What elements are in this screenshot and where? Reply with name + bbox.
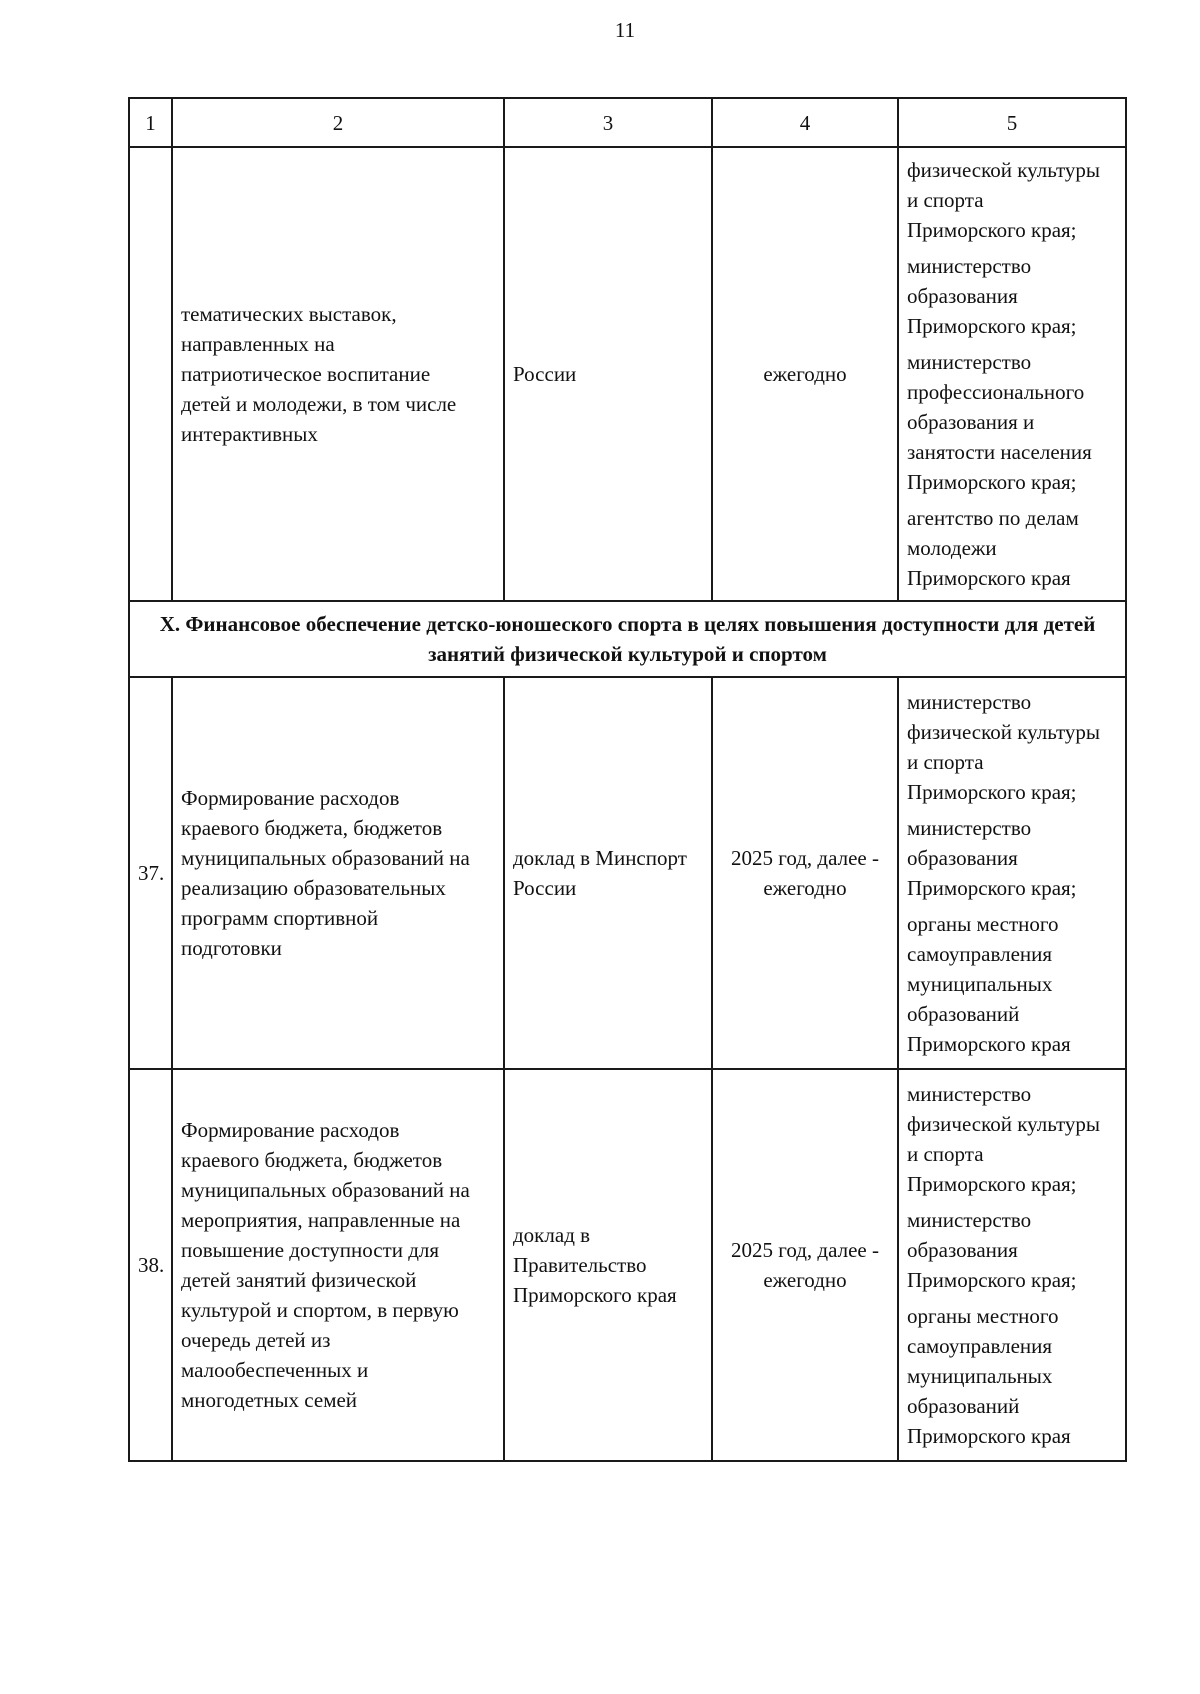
responsible-item: министерство физической культуры и спорта Приморского края; <box>907 1082 1100 1196</box>
row-deadline: 2025 год, далее - ежегодно <box>712 1069 898 1461</box>
responsible-item: министерство образования Приморского края; <box>907 254 1077 338</box>
table-row-38 <box>129 1069 1126 1461</box>
row-result: доклад в Правительство Приморского края <box>504 1069 712 1461</box>
row-responsible <box>898 147 1126 601</box>
action-plan-table <box>128 97 1127 1462</box>
section-heading: X. Финансовое обеспечение детско-юношеского спорта в целях повышения доступности для детей занятий физической культурой и спортом <box>129 601 1126 677</box>
header-cell-5: 5 <box>898 98 1126 147</box>
row-description: тематических выставок, направленных на патриотическое воспитание детей и молодежи, в том числе интерактивных <box>172 147 504 601</box>
responsible-item: министерство образования Приморского края; <box>907 1208 1077 1292</box>
responsible-item: министерство профессионального образования и занятости населения Приморского края; <box>907 350 1092 494</box>
row-number <box>129 147 172 601</box>
responsible-item: физической культуры и спорта Приморского края; <box>907 158 1100 242</box>
section-heading-row <box>129 601 1126 677</box>
row-result: доклад в Минспорт России <box>504 677 712 1069</box>
row-description: Формирование расходов краевого бюджета, бюджетов муниципальных образований на мероприятия, направленные на повышение доступности для детей занятий физической культурой и спортом, в первую очередь детей из малообеспеченных и многодетных семей <box>172 1069 504 1461</box>
row-description: Формирование расходов краевого бюджета, бюджетов муниципальных образований на реализацию образовательных программ спортивной подготовки <box>172 677 504 1069</box>
header-cell-4: 4 <box>712 98 898 147</box>
header-row <box>129 98 1126 147</box>
row-deadline: 2025 год, далее - ежегодно <box>712 677 898 1069</box>
responsible-item: органы местного самоуправления муниципальных образований Приморского края <box>907 912 1071 1056</box>
responsible-item: министерство физической культуры и спорта Приморского края; <box>907 690 1100 804</box>
row-number: 37. <box>129 677 172 1069</box>
table-row-37 <box>129 677 1126 1069</box>
row-responsible <box>898 1069 1126 1461</box>
row-responsible <box>898 677 1126 1069</box>
table-row-continued <box>129 147 1126 601</box>
responsible-item: агентство по делам молодежи Приморского края <box>907 506 1079 590</box>
header-cell-3: 3 <box>504 98 712 147</box>
responsible-item: органы местного самоуправления муниципальных образований Приморского края <box>907 1304 1071 1448</box>
page-number: 11 <box>614 18 636 42</box>
row-deadline: ежегодно <box>712 147 898 601</box>
header-cell-1: 1 <box>129 98 172 147</box>
responsible-item: министерство образования Приморского края; <box>907 816 1077 900</box>
row-number: 38. <box>129 1069 172 1461</box>
row-result: России <box>504 147 712 601</box>
header-cell-2: 2 <box>172 98 504 147</box>
